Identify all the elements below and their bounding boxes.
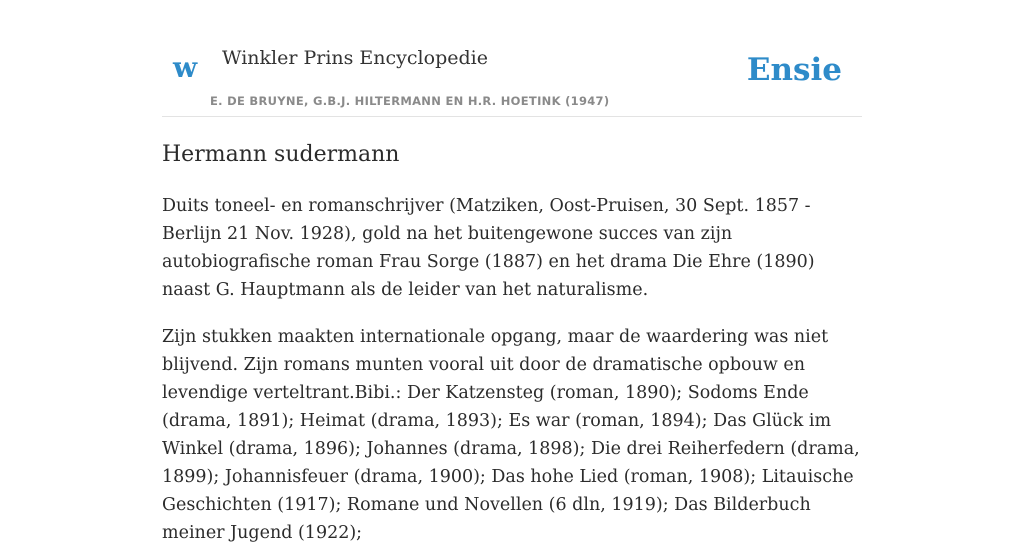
page-container [162, 0, 862, 543]
publication-title[interactable]: Winkler Prins Encyclopedie [222, 47, 488, 69]
publication-header [162, 0, 862, 117]
article-paragraph: Zijn stukken maakten internationale opgang, maar de waardering was niet blijvend. Zijn romans munten vooral uit door de dramatische opbouw en levendige verteltrant.Bibi.: Der Katzensteg (roman, 1890); Sodoms Ende (drama, 1891); Heimat (drama, 1893); Es war (roman, 1894); Das Glück im Winkel (drama, 1896); Johannes (drama, 1898); Die drei Reiherfedern (drama, 1899); Johannisfeuer (drama, 1900); Das hohe Lied (roman, 1908); Litauische Geschichten (1917); Romane und Novellen (6 dln, 1919); Das Bilderbuch meiner Jugend (1922); [162, 327, 860, 543]
publication-logo-icon[interactable]: w [173, 51, 198, 84]
article-paragraph: Duits toneel- en romanschrijver (Matziken, Oost-Pruisen, 30 Sept. 1857 - Berlijn 21 Nov. 1928), gold na het buitengewone succes van zijn autobiografische roman Frau Sorge (1887) en het drama Die Ehre (1890) naast G. Hauptmann als de leider van het naturalisme. [162, 196, 815, 300]
article-title: Hermann sudermann [162, 142, 400, 167]
ensie-brand-logo[interactable]: Ensie [746, 52, 842, 88]
publication-authors: E. DE BRUYNE, G.B.J. HILTERMANN EN H.R. HOETINK (1947) [210, 94, 610, 108]
